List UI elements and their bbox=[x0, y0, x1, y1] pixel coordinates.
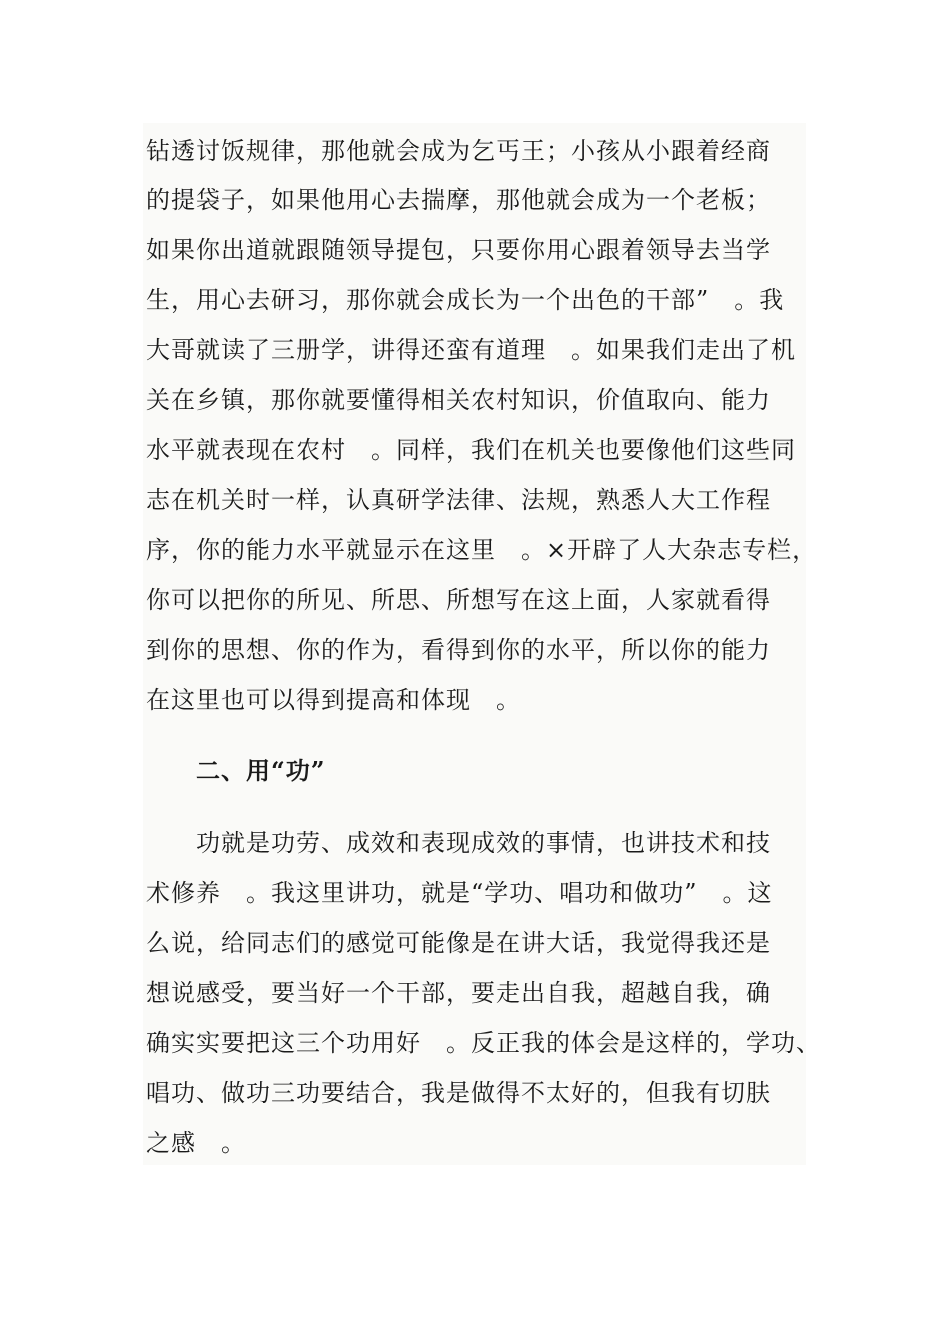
paragraph-line: 大哥就读了三册学，讲得还蛮有道理 。如果我们走出了机 bbox=[146, 336, 796, 364]
paragraph-line: 到你的思想、你的作为，看得到你的水平，所以你的能力 bbox=[146, 636, 771, 664]
paragraph-line: 之感 。 bbox=[146, 1129, 246, 1157]
paragraph-line: 钻透讨饭规律，那他就会成为乞丐王；小孩从小跟着经商 bbox=[146, 137, 771, 165]
paragraph-line: 想说感受，要当好一个干部，要走出自我，超越自我，确 bbox=[146, 979, 771, 1007]
paragraph-line: 术修养 。我这里讲功，就是“学功、唱功和做功” 。这 bbox=[146, 879, 773, 907]
paragraph-line: 唱功、做功三功要结合，我是做得不太好的，但我有切肤 bbox=[146, 1079, 771, 1107]
paragraph-line: 水平就表现在农村 。同样，我们在机关也要像他们这些同 bbox=[146, 436, 796, 464]
paragraph-line: 志在机关时一样，认真研学法律、法规，熟悉人大工作程 bbox=[146, 486, 771, 514]
paragraph-line: 如果你出道就跟随领导提包，只要你用心跟着领导去当学 bbox=[146, 236, 771, 264]
paragraph-line: 在这里也可以得到提高和体现 。 bbox=[146, 686, 521, 714]
paragraph-line: 生，用心去研习，那你就会成长为一个出色的干部” 。我 bbox=[146, 286, 785, 314]
paragraph-line: 你可以把你的所见、所思、所想写在这上面，人家就看得 bbox=[146, 586, 771, 614]
paragraph-line: 功就是功劳、成效和表现成效的事情，也讲技术和技 bbox=[196, 829, 771, 857]
section-heading: 二、用“功” bbox=[196, 756, 326, 785]
paragraph-line: 么说，给同志们的感觉可能像是在讲大话，我觉得我还是 bbox=[146, 929, 771, 957]
paragraph-line: 关在乡镇，那你就要懂得相关农村知识，价值取向、能力 bbox=[146, 386, 771, 414]
paragraph-line: 确实实要把这三个功用好 。反正我的体会是这样的，学功、 bbox=[146, 1029, 821, 1057]
paragraph-line: 的提袋子，如果他用心去揣摩，那他就会成为一个老板； bbox=[146, 186, 771, 214]
paragraph-line: 序，你的能力水平就显示在这里 。×开辟了人大杂志专栏， bbox=[146, 536, 818, 564]
